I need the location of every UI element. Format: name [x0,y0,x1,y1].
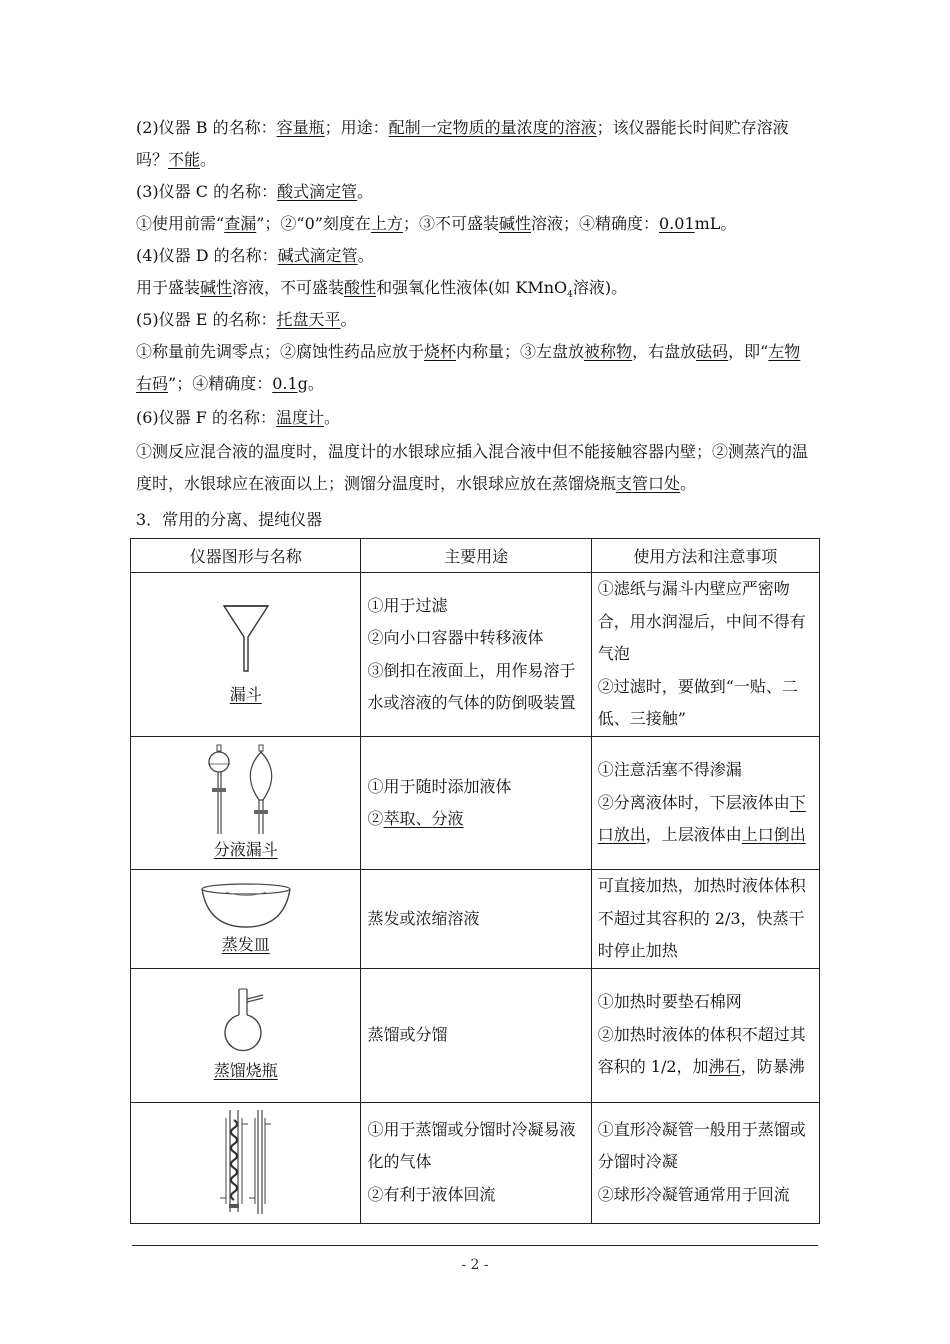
use-item: ①用于随时添加液体 [367,776,512,796]
answer-text: 碱式滴定管 [277,246,358,265]
text: ②分离液体时，下层液体由 [597,792,790,812]
text: mL。 [694,214,737,233]
table-row [131,870,820,969]
text: (6)仪器 F 的名称： [136,408,276,427]
answer-text: 左物右码 [136,342,801,393]
instrument-name: 蒸发皿 [221,934,270,954]
text: ；该仪器能长时间贮存溶液吗？ [136,118,789,169]
answer-text: 不能 [168,150,201,169]
section-title: 3．常用的分离、提纯仪器 [136,510,323,529]
instrument-name: 蒸馏烧瓶 [213,1061,278,1080]
funnel-icon [221,603,271,673]
answer-text: 下口放出 [597,792,806,845]
text: ② [367,809,384,828]
use-item: ②有利于液体回流 [367,1184,496,1204]
text: ，右盘放 [632,342,697,361]
text: ①称量前先调零点；②腐蚀性药品应放于 [136,342,425,361]
use-item: ③倒扣在液面上，用作易溶于水或溶液的气体的防倒吸装置 [367,660,576,712]
text: ①使用前需“ [136,214,225,233]
page-number: - 2 - [461,1257,489,1273]
text: 。 [200,150,217,169]
text: 。 [357,182,374,201]
table-row [131,737,820,870]
paragraph-instrument-f [136,402,816,434]
figure-cell [131,968,361,1102]
paragraph-instrument-d [136,240,816,272]
answer-text: 0.1 [272,374,298,393]
text: ，上层液体由 [645,825,742,845]
answer-text: 配制一定物质的量浓度的溶液 [388,118,597,137]
paragraph-instrument-c [136,176,816,208]
instrument-name: 漏斗 [229,684,262,704]
note-item: ①注意活塞不得渗漏 [597,760,742,780]
answer-text: 上口倒出 [741,825,806,845]
column-header: 使用方法和注意事项 [591,539,819,573]
notes-cell [591,737,819,870]
answer-text: 沸石 [708,1057,741,1077]
footer-divider [132,1245,818,1246]
distillation-flask-icon [221,987,271,1053]
table-header-row [131,539,820,573]
answer-text: 砝码 [696,342,729,361]
table-row [131,968,820,1102]
use-cell [361,870,591,969]
use-cell [361,968,591,1102]
text: ；用途： [324,118,389,137]
text: ”；④精确度： [168,374,273,393]
answer-text: 酸式滴定管 [277,182,358,201]
answer-text: 查漏 [224,214,257,233]
text: g。 [297,374,324,393]
text: 用于盛装 [136,278,201,297]
answer-text: 烧杯 [424,342,457,361]
text: ，即“ [728,342,769,361]
text: (4)仪器 D 的名称： [136,246,278,265]
text: 。 [323,408,340,427]
answer-text: 托盘天平 [276,310,341,329]
text: (2)仪器 B 的名称： [136,118,277,137]
paragraph-instrument-f-notes [136,436,816,500]
note-item: 可直接加热，加热时液体体积不超过其容积的 2/3，快蒸干时停止加热 [597,876,806,960]
use-cell [361,1102,591,1223]
evaporating-dish-icon [198,881,294,931]
table-row [131,1102,820,1223]
answer-text: 被称物 [584,342,633,361]
figure-cell [131,737,361,870]
use-item: ②向小口容器中转移液体 [367,628,544,647]
figure-cell [131,1102,361,1223]
note-item: ②球形冷凝管通常用于回流 [597,1184,790,1204]
use-item: 蒸馏或分馏 [367,1024,448,1044]
paragraph-instrument-b [136,112,816,176]
subscript: 4 [567,290,573,300]
text: 溶液，不可盛装 [232,278,345,297]
answer-text: 上方 [370,214,403,233]
use-item: 蒸发或浓缩溶液 [367,908,480,928]
answer-text: 温度计 [275,408,324,427]
text: (5)仪器 E 的名称： [136,310,277,329]
answer-text: 碱性 [498,214,531,233]
note-item [598,787,813,852]
note-item: ①加热时要垫石棉网 [597,992,742,1012]
use-cell [361,573,591,737]
text: 溶液)。 [572,278,628,297]
instruments-table [130,538,820,1224]
separatory-funnel-icon [208,744,284,836]
answer-text: 支管口处 [616,474,681,493]
text: 。 [357,246,374,265]
answer-text: 碱性 [200,278,233,297]
notes-cell [591,968,819,1102]
notes-cell [591,1102,819,1223]
column-header: 主要用途 [361,539,591,573]
text: 溶液；④精确度： [530,214,659,233]
notes-cell [591,573,819,737]
note-item: ①滤纸与漏斗内壁应严密吻合，用水润湿后，中间不得有气泡 [597,579,806,664]
text: 。 [340,310,357,329]
text: ①测反应混合液的温度时，温度计的水银球应插入混合液中但不能接触容器内壁；②测蒸汽的温度时，水银球应在液面以上；测馏分温度时，水银球应放在蒸馏烧瓶 [136,442,809,493]
answer-text: 0.01 [659,214,695,233]
paragraph-instrument-e-notes [136,336,816,400]
notes-cell [591,870,819,969]
text: 和强氧化性液体(如 KMnO [376,278,568,297]
note-item: ②过滤时，要做到“一贴、二低、三接触” [597,676,798,729]
paragraph-instrument-e [136,304,816,336]
use-cell [361,737,591,870]
use-item: ①用于蒸馏或分馏时冷凝易液化的气体 [367,1119,576,1172]
answer-text: 酸性 [344,278,377,297]
text: ”；②“0”刻度在 [256,214,371,233]
text: ，防暴沸 [740,1057,805,1077]
use-item [367,803,584,836]
figure-cell [131,870,361,969]
text: 内称量；③左盘放 [456,342,585,361]
note-item: ①直形冷凝管一般用于蒸馏或分馏时冷凝 [597,1119,806,1172]
answer-text: 容量瓶 [276,118,325,137]
instrument-name: 分液漏斗 [213,840,278,859]
answer-text: 萃取、分液 [383,809,464,828]
text: ；③不可盛装 [402,214,499,233]
figure-cell [131,573,361,737]
note-item [598,1019,813,1084]
table-row [131,573,820,737]
text: 。 [680,474,697,493]
text: (3)仪器 C 的名称： [136,182,278,201]
condenser-icon [218,1108,274,1218]
paragraph-instrument-c-notes [136,208,816,240]
use-item: ①用于过滤 [367,595,448,615]
column-header: 仪器图形与名称 [131,539,361,573]
text: ②加热时液体的体积不超过其容积的 1/2，加 [597,1024,806,1077]
